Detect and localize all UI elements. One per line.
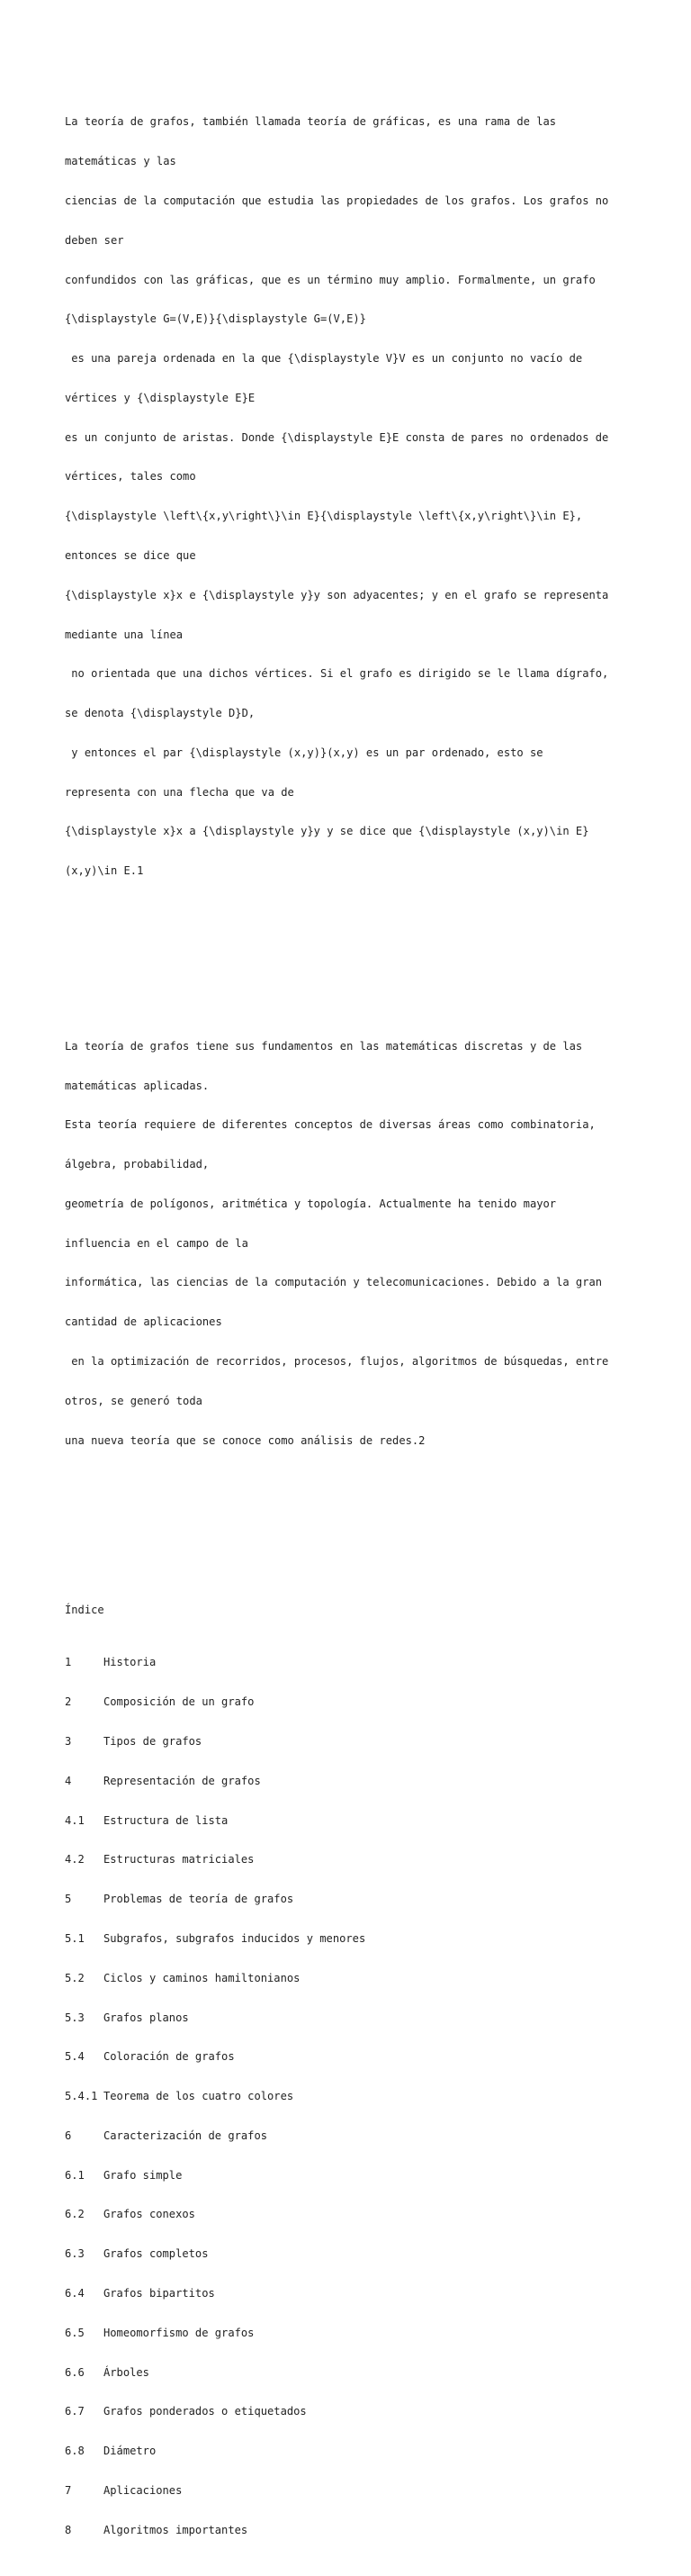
paragraph-intro <box>65 89 686 904</box>
toc-item-title: Historia <box>103 1656 157 1669</box>
text-line: geometría de polígonos, aritmética y topología. Actualmente ha tenido mayor <box>65 1197 557 1210</box>
text-line: {\displaystyle x}x a {\displaystyle y}y y se dice que {\displaystyle (x,y)\in E} <box>65 825 589 838</box>
text-line: se denota {\displaystyle D}D, <box>65 707 256 720</box>
toc-item-number: 2 <box>65 1695 72 1709</box>
toc-item <box>65 2327 686 2340</box>
toc-heading: Índice <box>65 1604 104 1617</box>
text-line: en la optimización de recorridos, procesos, flujos, algoritmos de búsquedas, entre <box>65 1355 609 1368</box>
text-line: ciencias de la computación que estudia las propiedades de los grafos. Los grafos no <box>65 194 609 207</box>
toc-item-title: Algoritmos importantes <box>103 2523 248 2536</box>
text-line: es una pareja ordenada en la que {\displaystyle V}V es un conjunto no vacío de <box>65 352 583 366</box>
toc-item <box>65 1814 686 1828</box>
text-line: informática, las ciencias de la computación y telecomunicaciones. Debido a la gran <box>65 1276 603 1289</box>
toc-item <box>65 2366 686 2380</box>
toc-item <box>65 1695 686 1709</box>
toc-item <box>65 2287 686 2300</box>
toc-item-number: 6 <box>65 2129 72 2142</box>
text-line: una nueva teoría que se conoce como análisis de redes.2 <box>65 1433 426 1447</box>
toc-item <box>65 2484 686 2498</box>
text-line: mediante una línea <box>65 628 184 641</box>
toc-item-number: 5.3 <box>65 2011 85 2024</box>
toc-item <box>65 1735 686 1749</box>
table-of-contents <box>65 1577 686 2563</box>
toc-item <box>65 2247 686 2261</box>
toc-item <box>65 2050 686 2064</box>
toc-item <box>65 2405 686 2418</box>
toc-item-number: 6.7 <box>65 2405 85 2418</box>
toc-item-title: Problemas de teoría de grafos <box>103 1893 294 1906</box>
toc-item <box>65 2445 686 2458</box>
toc-item-title: Aplicaciones <box>103 2483 183 2497</box>
toc-item-title: Homeomorfismo de grafos <box>103 2326 255 2339</box>
toc-item-title: Grafos planos <box>103 2011 189 2024</box>
toc-item <box>65 2169 686 2183</box>
text-line: cantidad de aplicaciones <box>65 1315 222 1329</box>
toc-item-number: 7 <box>65 2483 72 2497</box>
toc-item-number: 6.1 <box>65 2168 85 2182</box>
text-line: (x,y)\in E.1 <box>65 864 144 878</box>
toc-item-title: Teorema de los cuatro colores <box>103 2090 294 2103</box>
toc-item-title: Grafos bipartitos <box>103 2286 215 2300</box>
document-body <box>65 63 686 2576</box>
toc-item-title: Subgrafos, subgrafos inducidos y menores <box>103 1931 366 1945</box>
toc-item <box>65 2524 686 2537</box>
text-line: y entonces el par {\displaystyle (x,y)}(x,y) es un par ordenado, esto se <box>65 746 543 759</box>
toc-item-title: Grafos conexos <box>103 2208 195 2221</box>
toc-item <box>65 1972 686 1985</box>
toc-item-number: 6.4 <box>65 2286 85 2300</box>
text-line: es un conjunto de aristas. Donde {\displaystyle E}E consta de pares no ordenados de <box>65 430 609 444</box>
toc-item-number: 5.2 <box>65 1971 85 1984</box>
text-line: representa con una flecha que va de <box>65 785 294 799</box>
toc-item <box>65 1853 686 1866</box>
toc-item-title: Tipos de grafos <box>103 1735 202 1749</box>
toc-item-number: 3 <box>65 1735 72 1749</box>
toc-item <box>65 1775 686 1788</box>
toc-item-title: Árboles <box>103 2365 149 2379</box>
text-line: matemáticas aplicadas. <box>65 1079 210 1092</box>
toc-item-title: Grafos completos <box>103 2247 209 2261</box>
toc-item-number: 4.1 <box>65 1813 85 1827</box>
text-line: álgebra, probabilidad, <box>65 1158 210 1171</box>
toc-item-title: Estructuras matriciales <box>103 1853 255 1866</box>
text-line: {\displaystyle G=(V,E)}{\displaystyle G=(V,E)} <box>65 312 366 326</box>
toc-item <box>65 2129 686 2143</box>
text-line: otros, se generó toda <box>65 1394 202 1407</box>
toc-item-number: 5.4 <box>65 2050 85 2064</box>
toc-item-number: 4.2 <box>65 1853 85 1866</box>
toc-item-number: 5.4.1 <box>65 2090 98 2103</box>
text-line: entonces se dice que <box>65 548 196 562</box>
toc-item <box>65 2090 686 2103</box>
toc-item-number: 6.5 <box>65 2326 85 2339</box>
text-line: La teoría de grafos, también llamada teoría de gráficas, es una rama de las <box>65 115 557 129</box>
paragraph-foundations <box>65 1014 686 1474</box>
toc-item-title: Estructura de lista <box>103 1813 229 1827</box>
toc-item-title: Diámetro <box>103 2445 157 2458</box>
toc-item <box>65 2011 686 2025</box>
text-line: La teoría de grafos tiene sus fundamentos en las matemáticas discretas y de las <box>65 1039 583 1053</box>
text-line: Esta teoría requiere de diferentes conceptos de diversas áreas como combinatoria, <box>65 1118 596 1132</box>
toc-item-title: Composición de un grafo <box>103 1695 255 1709</box>
text-line: {\displaystyle \left\{x,y\right\}\in E}{\displaystyle \left\{x,y\right\}\in E}, <box>65 510 583 523</box>
toc-item-title: Caracterización de grafos <box>103 2129 268 2142</box>
toc-item-number: 8 <box>65 2523 72 2536</box>
text-line: deben ser <box>65 233 124 247</box>
text-line: influencia en el campo de la <box>65 1236 248 1250</box>
paragraph-spacer <box>65 1513 686 1538</box>
toc-item <box>65 1656 686 1669</box>
text-line: vértices y {\displaystyle E}E <box>65 391 256 404</box>
toc-item-title: Coloración de grafos <box>103 2050 235 2064</box>
toc-item-number: 5 <box>65 1893 72 1906</box>
toc-item-number: 1 <box>65 1656 72 1669</box>
text-line: vértices, tales como <box>65 470 196 484</box>
text-line: matemáticas y las <box>65 155 176 168</box>
text-line: no orientada que una dichos vértices. Si el grafo es dirigido se le llama dígrafo, <box>65 667 609 681</box>
toc-item-title: Representación de grafos <box>103 1774 261 1787</box>
toc-item-title: Grafos ponderados o etiquetados <box>103 2405 307 2418</box>
toc-item-title: Ciclos y caminos hamiltonianos <box>103 1971 301 1984</box>
toc-item-number: 6.8 <box>65 2445 85 2458</box>
toc-item <box>65 2208 686 2221</box>
toc-item-number: 4 <box>65 1774 72 1787</box>
toc-item-number: 6.3 <box>65 2247 85 2261</box>
text-line: confundidos con las gráficas, que es un término muy amplio. Formalmente, un grafo <box>65 273 596 286</box>
toc-item-number: 6.2 <box>65 2208 85 2221</box>
paragraph-spacer <box>65 944 686 974</box>
toc-item-title: Grafo simple <box>103 2168 183 2182</box>
text-line: {\displaystyle x}x e {\displaystyle y}y son adyacentes; y en el grafo se representa <box>65 588 609 601</box>
toc-item <box>65 1893 686 1906</box>
toc-item-number: 6.6 <box>65 2365 85 2379</box>
toc-item-number: 5.1 <box>65 1931 85 1945</box>
toc-item <box>65 1932 686 1946</box>
